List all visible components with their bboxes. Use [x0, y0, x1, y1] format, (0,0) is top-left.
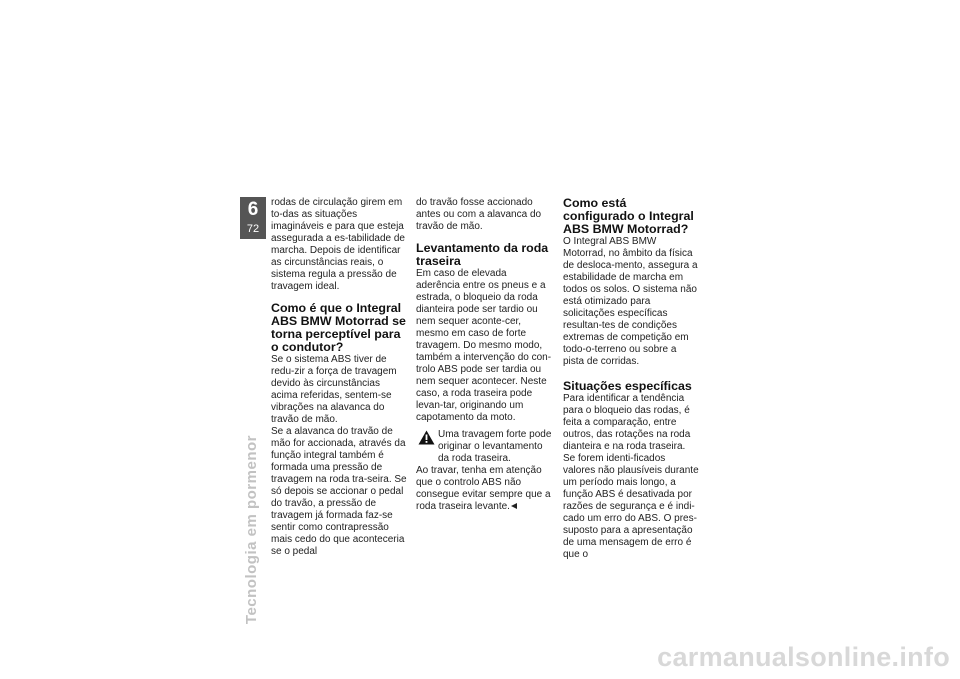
- paragraph: Se a alavanca do travão de mão for accionada, através da função integral também é formada uma pressão de travagem na roda tra-seira. Se só depois se accionar o pedal do travão, a pressão de travagem já formada faz-se sentir como contrapressão mais cedo do que aconteceria se o pedal: [271, 426, 407, 557]
- section-heading: Levantamento da roda traseira: [416, 241, 549, 268]
- section-heading: Como é que o Integral ABS BMW Motorrad se torna perceptível para o condutor?: [271, 301, 406, 354]
- watermark: carmanualsonline.info: [657, 642, 950, 672]
- column-2: [416, 197, 552, 513]
- section-heading: Situações específicas: [563, 379, 692, 393]
- chapter-tab: [240, 197, 266, 239]
- warning-text: Uma travagem forte pode originar o levantamento da roda traseira.: [438, 429, 552, 464]
- paragraph-text: Ao travar, tenha em atenção que o controlo ABS não consegue evitar sempre que a roda traseira levante.: [416, 465, 551, 512]
- column-3: [563, 197, 699, 561]
- column-1: [271, 197, 407, 558]
- warning-note: [416, 429, 552, 465]
- paragraph: O Integral ABS BMW Motorrad, no âmbito da física de desloca-mento, assegura a estabilidade de marcha em todos os solos. O sistema não está otimizado para solicitações específicas resultan-tes de condições extremas de competição em todo-o-terreno ou sobre a pista de corridas.: [563, 236, 698, 367]
- paragraph: [416, 465, 552, 513]
- paragraph: Se o sistema ABS tiver de redu-zir a força de travagem devido às circunstâncias acima referidas, sentem-se vibrações na alavanca do travão de mão.: [271, 354, 397, 425]
- chapter-number: 6: [247, 199, 259, 220]
- paragraph: Em caso de elevada aderência entre os pneus e a estrada, o bloqueio da roda dianteira pode ser tardio ou nem sequer aconte-cer, mesmo em caso de forte travagem. Do mesmo modo, também a intervenção do con-trolo ABS pode ser tardia ou nem sequer acontecer. Neste caso, a roda traseira pode levan-tar, originando um capotamento da moto.: [416, 268, 552, 423]
- paragraph: do travão fosse accionado antes ou com a alavanca do travão de mão.: [416, 197, 542, 232]
- chapter-title: Tecnologia em pormenor: [243, 435, 260, 625]
- end-marker-icon: [511, 503, 517, 509]
- warning-triangle-icon: [418, 430, 435, 445]
- page-number: 72: [246, 223, 260, 235]
- chapter-title-vertical: [243, 435, 263, 625]
- paragraph: Para identificar a tendência para o bloqueio das rodas, é feita a comparação, entre outros, das rotações na roda dianteira e na roda traseira. Se forem identi-ficados valores não plausíveis durante um período mais longo, a função ABS é desativada por razões de segurança e é indi-cado um erro do ABS. O pres-suposto para a apresentação de uma mensagem de erro é que o: [563, 393, 699, 560]
- paragraph: rodas de circulação girem em to-das as situações imagináveis e para que esteja assegurada a es-tabilidade de marcha. Depois de identificar as circunstâncias reais, o sistema regula a pressão de travagem ideal.: [271, 197, 405, 292]
- section-heading: Como está configurado o Integral ABS BMW Motorrad?: [563, 196, 694, 236]
